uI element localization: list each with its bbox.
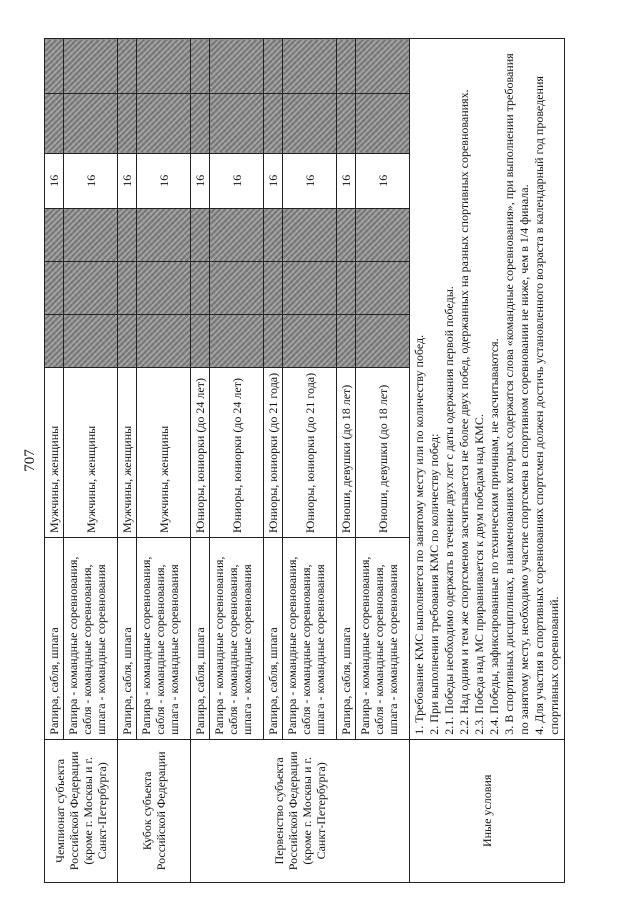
shaded-cell xyxy=(210,94,264,153)
shaded-cell xyxy=(64,208,118,261)
shaded-cell xyxy=(210,315,264,368)
shaded-cell xyxy=(337,315,356,368)
shaded-cell xyxy=(210,208,264,261)
places-cell: 16 xyxy=(191,153,210,208)
shaded-cell xyxy=(118,39,137,94)
table-row xyxy=(191,39,210,883)
shaded-cell xyxy=(64,315,118,368)
discipline-cell: Рапира - командные соревнования, сабля - командные соревнования, шпага - командные соревнования xyxy=(283,537,337,739)
conditions-notes xyxy=(410,39,565,740)
shaded-cell xyxy=(210,39,264,94)
shaded-cell xyxy=(45,208,64,261)
discipline-cell: Рапира - командные соревнования, сабля - командные соревнования, шпага - командные соревнования xyxy=(64,537,118,739)
table-row xyxy=(118,39,137,883)
conditions-row xyxy=(410,39,565,883)
shaded-cell xyxy=(137,261,191,314)
discipline-cell: Рапира, сабля, шпага xyxy=(264,537,283,739)
shaded-cell xyxy=(137,315,191,368)
table-row xyxy=(45,39,64,883)
shaded-cell xyxy=(283,315,337,368)
shaded-cell xyxy=(118,315,137,368)
places-cell: 16 xyxy=(264,153,283,208)
shaded-cell xyxy=(264,94,283,153)
group-cell: Юноши, девушки (до 18 лет) xyxy=(337,368,356,538)
places-cell: 16 xyxy=(283,153,337,208)
shaded-cell xyxy=(137,39,191,94)
shaded-cell xyxy=(64,261,118,314)
group-cell: Юниоры, юниорки (до 24 лет) xyxy=(191,368,210,538)
shaded-cell xyxy=(337,208,356,261)
group-cell: Юниоры, юниорки (до 21 года) xyxy=(264,368,283,538)
condition-item: 2.2. Над одним и тем же спортсменом засчитывается не более двух побед, одержанных на разных спортивных соревнованиях. xyxy=(457,89,471,735)
shaded-cell xyxy=(64,94,118,153)
shaded-cell xyxy=(45,39,64,94)
shaded-cell xyxy=(118,94,137,153)
shaded-cell xyxy=(210,261,264,314)
condition-item: 3. В спортивных дисциплинах, в наименованиях которых содержатся слова «командные соревнования», при выполнении требования по занятому месту, необходимо участие спортсмена в спортивном соревновании не ниже, чем в 1/4 финала. xyxy=(502,53,531,735)
group-cell: Мужчины, женщины xyxy=(137,368,191,538)
shaded-cell xyxy=(283,208,337,261)
group-cell: Мужчины, женщины xyxy=(64,368,118,538)
event-cell: Чемпионат субъекта Российской Федерации (кроме г. Москвы и г. Санкт-Петербурга) xyxy=(45,739,118,882)
shaded-cell xyxy=(264,39,283,94)
shaded-cell xyxy=(137,208,191,261)
shaded-cell xyxy=(45,315,64,368)
shaded-cell xyxy=(356,39,410,94)
places-cell: 16 xyxy=(137,153,191,208)
condition-item: 2.3. Победа над МС приравнивается к двум победам над КМС. xyxy=(472,414,486,735)
places-cell: 16 xyxy=(118,153,137,208)
places-cell: 16 xyxy=(356,153,410,208)
discipline-cell: Рапира, сабля, шпага xyxy=(118,537,137,739)
places-cell: 16 xyxy=(45,153,64,208)
shaded-cell xyxy=(118,208,137,261)
event-cell: Кубок субъекта Российской Федерации xyxy=(118,739,191,882)
rank-requirements-table xyxy=(44,38,565,883)
shaded-cell xyxy=(356,94,410,153)
discipline-cell: Рапира - командные соревнования, сабля - командные соревнования, шпага - командные соревнования xyxy=(210,537,264,739)
shaded-cell xyxy=(283,39,337,94)
shaded-cell xyxy=(191,94,210,153)
condition-item: 1. Требование КМС выполняется по занятому месту или по количеству побед. xyxy=(412,334,426,735)
condition-item: 2.4. Победы, зафиксированные по техническим причинам, не засчитываются. xyxy=(487,338,501,735)
group-cell: Мужчины, женщины xyxy=(118,368,137,538)
places-cell: 16 xyxy=(210,153,264,208)
event-cell: Первенство субъекта Российской Федерации (кроме г. Москвы и г. Санкт-Петербурга) xyxy=(191,739,410,882)
shaded-cell xyxy=(191,208,210,261)
shaded-cell xyxy=(356,315,410,368)
shaded-cell xyxy=(264,208,283,261)
condition-item: 4. Для участия в спортивных соревнованиях спортсмен должен достичь установленного возраста в календарный год проведения спортивных соревнований. xyxy=(532,76,561,735)
discipline-cell: Рапира, сабля, шпага xyxy=(337,537,356,739)
rotated-document-page xyxy=(20,38,600,883)
places-cell: 16 xyxy=(337,153,356,208)
shaded-cell xyxy=(283,94,337,153)
shaded-cell xyxy=(137,94,191,153)
shaded-cell xyxy=(283,261,337,314)
discipline-cell: Рапира, сабля, шпага xyxy=(191,537,210,739)
shaded-cell xyxy=(337,261,356,314)
shaded-cell xyxy=(191,315,210,368)
shaded-cell xyxy=(264,261,283,314)
shaded-cell xyxy=(64,39,118,94)
places-cell: 16 xyxy=(64,153,118,208)
page-number: 707 xyxy=(22,449,38,472)
shaded-cell xyxy=(191,261,210,314)
shaded-cell xyxy=(45,94,64,153)
shaded-cell xyxy=(356,208,410,261)
condition-item: 2.1. Победы необходимо одержать в течение двух лет с даты одержания первой победы. xyxy=(442,286,456,735)
shaded-cell xyxy=(45,261,64,314)
group-cell: Юниоры, юниорки (до 24 лет) xyxy=(210,368,264,538)
discipline-cell: Рапира, сабля, шпага xyxy=(45,537,64,739)
group-cell: Юноши, девушки (до 18 лет) xyxy=(356,368,410,538)
shaded-cell xyxy=(118,261,137,314)
discipline-cell: Рапира - командные соревнования, сабля - командные соревнования, шпага - командные соревнования xyxy=(137,537,191,739)
shaded-cell xyxy=(191,39,210,94)
condition-item: 2. При выполнении требования КМС по количеству побед: xyxy=(427,433,441,735)
conditions-label: Иные условия xyxy=(410,739,565,882)
shaded-cell xyxy=(356,261,410,314)
group-cell: Мужчины, женщины xyxy=(45,368,64,538)
shaded-cell xyxy=(264,315,283,368)
discipline-cell: Рапира - командные соревнования, сабля - командные соревнования, шпага - командные соревнования xyxy=(356,537,410,739)
group-cell: Юниоры, юниорки (до 21 года) xyxy=(283,368,337,538)
shaded-cell xyxy=(337,39,356,94)
shaded-cell xyxy=(337,94,356,153)
